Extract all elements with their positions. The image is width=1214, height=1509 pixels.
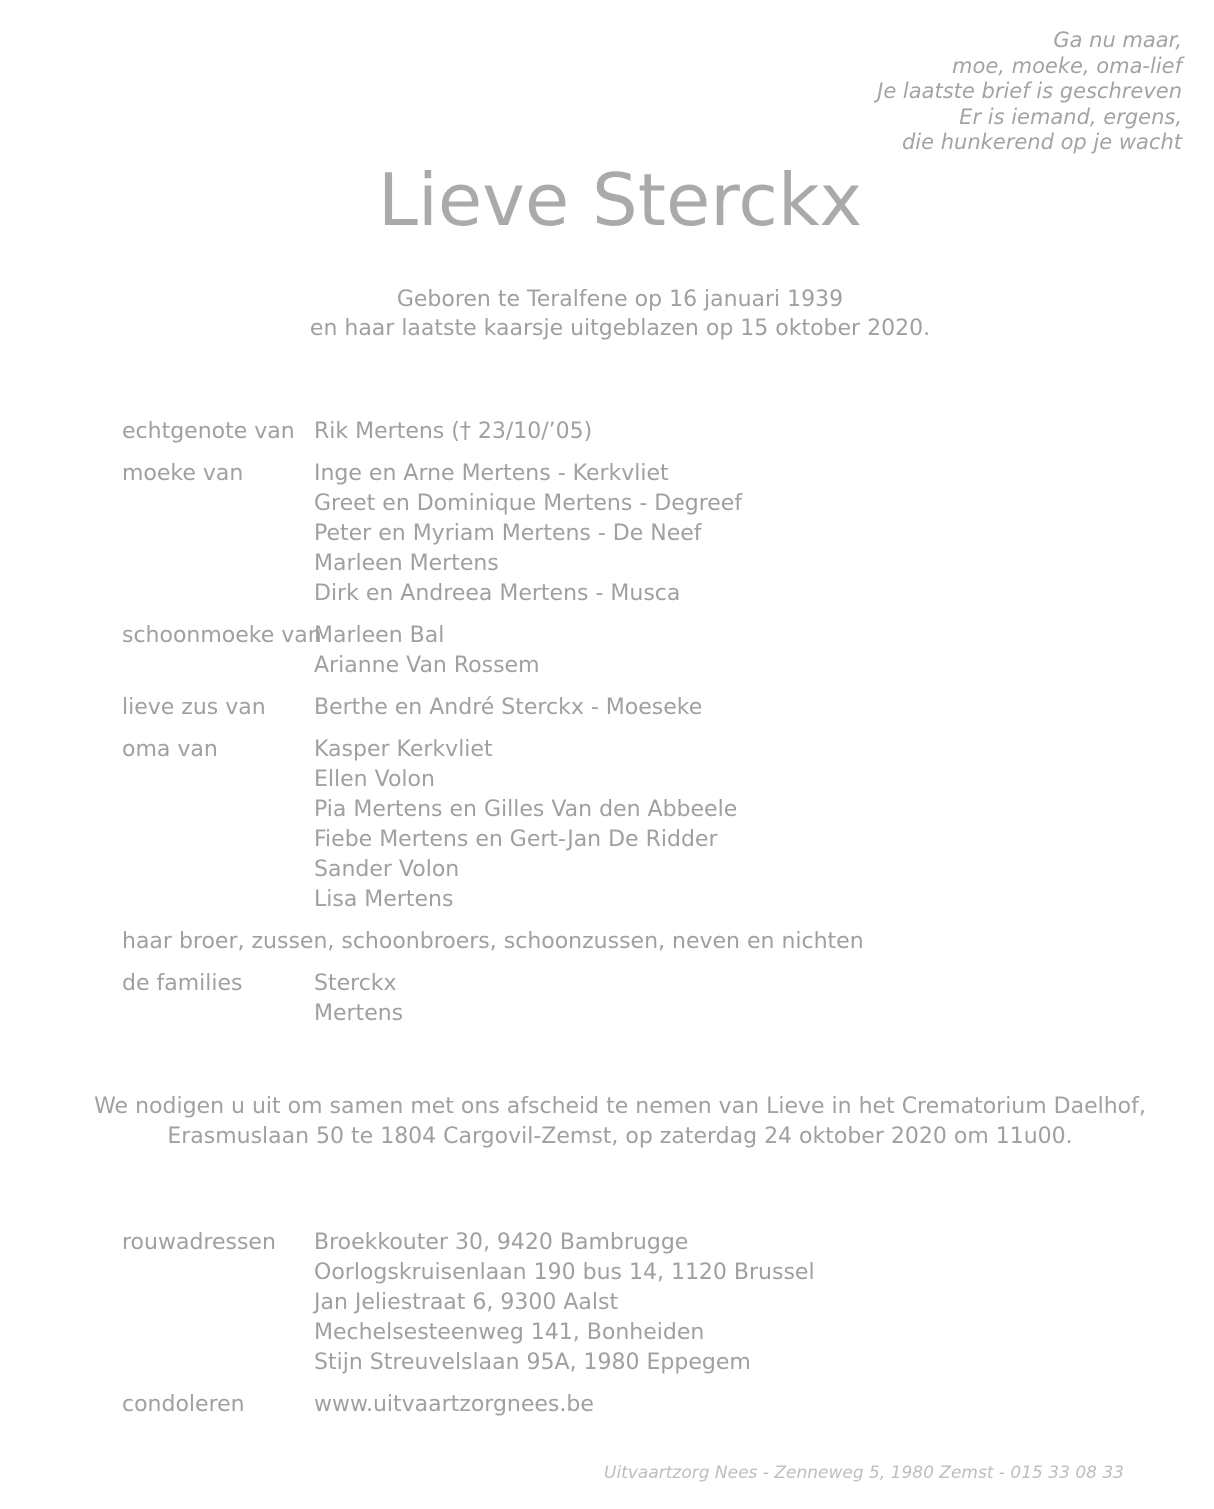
row-values bbox=[314, 693, 702, 723]
family-row-grandchildren bbox=[122, 735, 1022, 915]
row-value: Greet en Dominique Mertens - Degreef bbox=[314, 491, 743, 516]
poem bbox=[782, 28, 1182, 156]
row-label: moeke van bbox=[122, 461, 244, 486]
family-row-spouse bbox=[122, 417, 1022, 447]
row-value: Kasper Kerkvliet bbox=[314, 737, 493, 762]
address-line: Broekkouter 30, 9420 Bambrugge bbox=[314, 1230, 689, 1255]
row-value: Arianne Van Rossem bbox=[314, 653, 540, 678]
row-value: Dirk en Andreea Mertens - Musca bbox=[314, 581, 681, 606]
address-section bbox=[122, 1228, 1022, 1432]
row-value: Inge en Arne Mertens - Kerkvliet bbox=[314, 461, 669, 486]
row-value: Lisa Mertens bbox=[314, 887, 454, 912]
row-values bbox=[314, 735, 737, 915]
row-value: Fiebe Mertens en Gert-Jan De Ridder bbox=[314, 827, 718, 852]
row-values bbox=[314, 1390, 594, 1420]
birth-line: en haar laatste kaarsje uitgeblazen op 15 oktober 2020. bbox=[309, 316, 931, 341]
row-value: Ellen Volon bbox=[314, 767, 435, 792]
row-value: Sander Volon bbox=[314, 857, 460, 882]
address-line: Mechelsesteenweg 141, Bonheiden bbox=[314, 1320, 705, 1345]
poem-line: Ga nu maar, bbox=[1053, 28, 1182, 52]
invitation-line: We nodigen u uit om samen met ons afscheid te nemen van Lieve in het Crematorium Daelhof, bbox=[94, 1094, 1146, 1119]
row-value: Marleen Mertens bbox=[314, 551, 499, 576]
row-value: Pia Mertens en Gilles Van den Abbeele bbox=[314, 797, 738, 822]
poem-line: Er is iemand, ergens, bbox=[959, 104, 1182, 129]
birth-line: Geboren te Teralfene op 16 januari 1939 bbox=[396, 287, 844, 312]
row-value: Peter en Myriam Mertens - De Neef bbox=[314, 521, 702, 546]
family-row-in-laws bbox=[122, 621, 1022, 681]
row-value: Mertens bbox=[314, 1001, 404, 1026]
invitation-text bbox=[0, 1092, 1214, 1152]
row-label: oma van bbox=[122, 737, 218, 762]
row-values bbox=[314, 1228, 815, 1378]
row-value: Berthe en André Sterckx - Moeseke bbox=[314, 695, 703, 720]
address-line: Oorlogskruisenlaan 190 bus 14, 1120 Brussel bbox=[314, 1260, 815, 1285]
row-label: lieve zus van bbox=[122, 695, 266, 720]
birth-text bbox=[0, 285, 1214, 343]
row-label: rouwadressen bbox=[122, 1230, 276, 1255]
row-label: schoonmoeke van bbox=[122, 623, 322, 648]
deceased-name: Lieve Sterckx bbox=[377, 158, 863, 242]
family-row-sibling bbox=[122, 693, 1022, 723]
condolences-link[interactable]: www.uitvaartzorgnees.be bbox=[314, 1392, 594, 1417]
row-value: Rik Mertens († 23/10/’05) bbox=[314, 419, 593, 444]
poem-line: moe, moeke, oma-lief bbox=[952, 53, 1182, 78]
family-list bbox=[122, 417, 1022, 1041]
family-row-children bbox=[122, 459, 1022, 609]
row-value: Marleen Bal bbox=[314, 623, 445, 648]
relatives-line: haar broer, zussen, schoonbroers, schoonzussen, neven en nichten bbox=[122, 929, 864, 954]
row-value: Sterckx bbox=[314, 971, 397, 996]
row-values bbox=[314, 621, 540, 681]
footer-funeral-home: Uitvaartzorg Nees - Zenneweg 5, 1980 Zemst - 015 33 08 33 bbox=[604, 1463, 1124, 1483]
invitation-line: Erasmuslaan 50 te 1804 Cargovil-Zemst, op zaterdag 24 oktober 2020 om 11u00. bbox=[167, 1124, 1073, 1149]
row-values bbox=[314, 417, 592, 447]
poem-line: die hunkerend op je wacht bbox=[901, 130, 1182, 154]
row-label: condoleren bbox=[122, 1392, 245, 1417]
mourning-addresses bbox=[122, 1228, 1022, 1378]
row-label: echtgenote van bbox=[122, 419, 295, 444]
family-row-families bbox=[122, 969, 1022, 1029]
row-label: de families bbox=[122, 971, 243, 996]
condolences-row bbox=[122, 1390, 1022, 1420]
row-values bbox=[314, 969, 403, 1029]
poem-line: Je laatste brief is geschreven bbox=[877, 79, 1182, 103]
row-values bbox=[314, 459, 742, 609]
address-line: Jan Jeliestraat 6, 9300 Aalst bbox=[314, 1290, 619, 1315]
address-line: Stijn Streuvelslaan 95A, 1980 Eppegem bbox=[314, 1350, 751, 1375]
